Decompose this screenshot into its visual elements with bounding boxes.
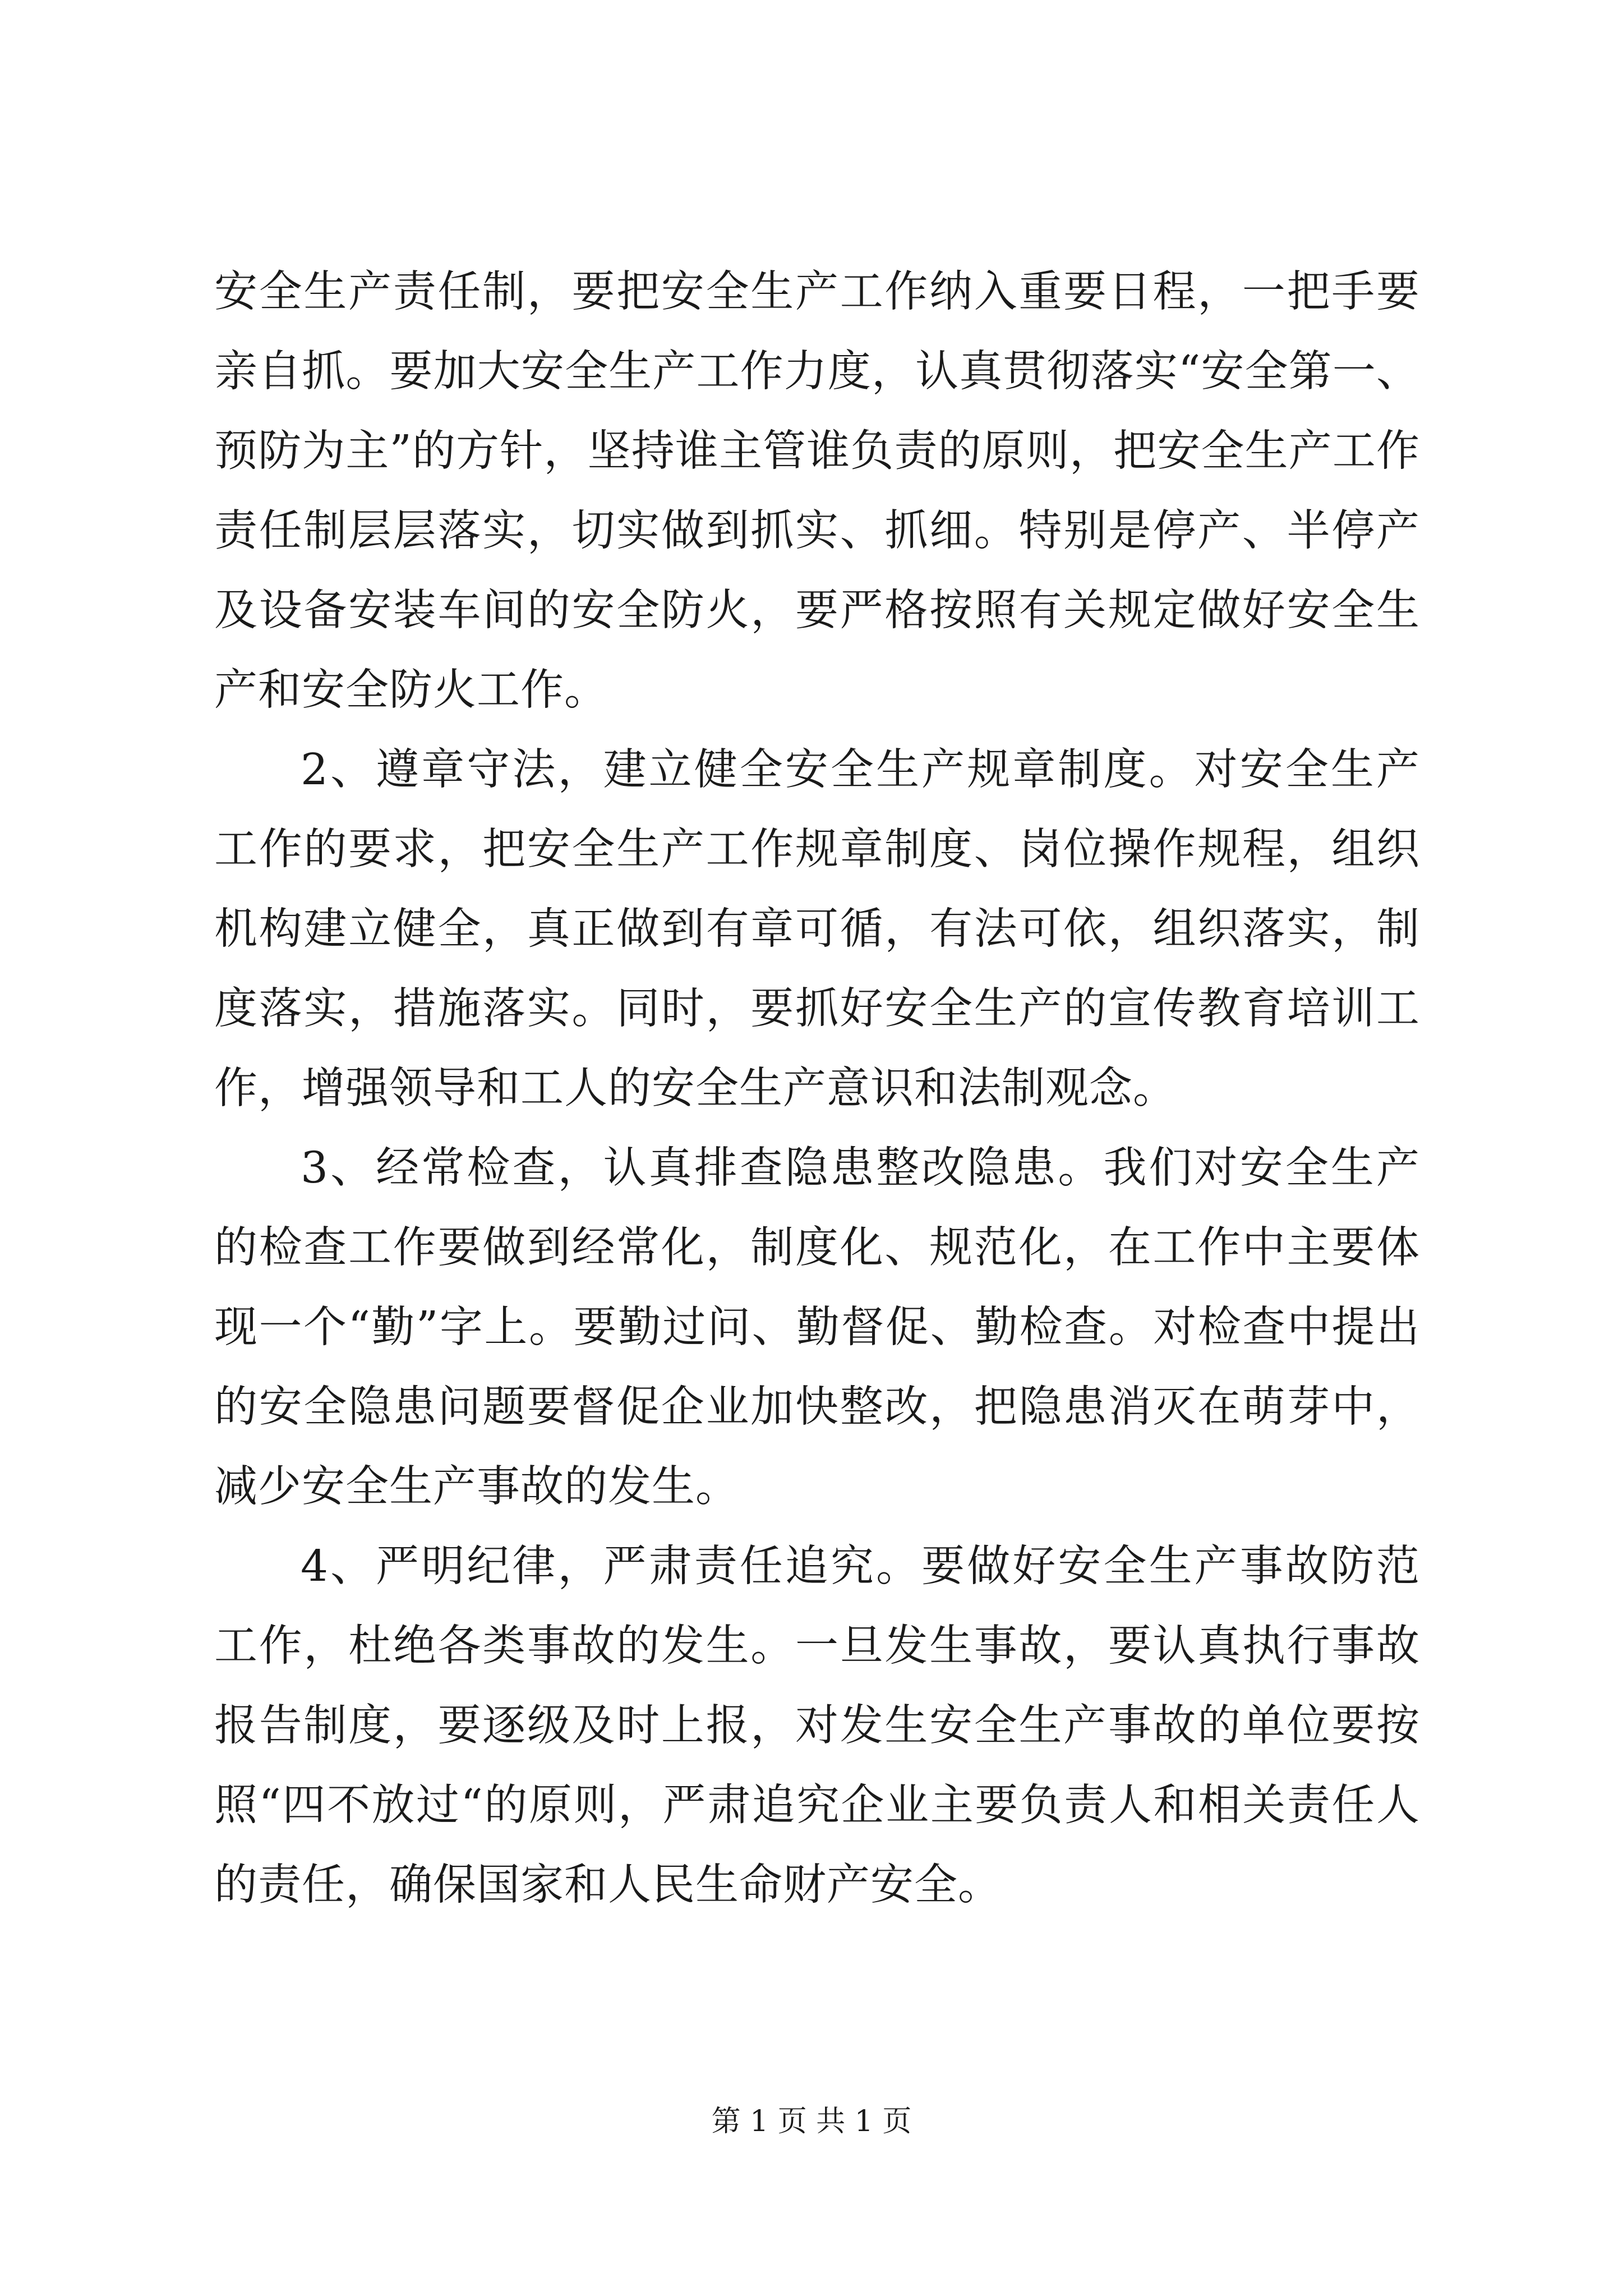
paragraph-item-4: 4、严明纪律，严肃责任追究。要做好安全生产事故防范工作，杜绝各类事故的发生。一旦发生事故，要认真执行事故报告制度，要逐级及时上报，对发生安全生产事故的单位要按照“四不放过“的原则，严肃追究企业主要负责人和相关责任人的责任，确保国家和人民生命财产安全。 [214, 1542, 1420, 1910]
paragraph-continued: 安全生产责任制，要把安全生产工作纳入重要日程，一把手要亲自抓。要加大安全生产工作力度，认真贯彻落实“安全第一、预防为主”的方针，坚持谁主管谁负责的原则，把安全生产工作责任制层层落实，切实做到抓实、抓细。特别是停产、半停产及设备安装车间的安全防火，要严格按照有关规定做好安全生产和安全防火工作。 [214, 267, 1420, 715]
document-body [214, 252, 1420, 1925]
paragraph-item-2: 2、遵章守法，建立健全安全生产规章制度。对安全生产工作的要求，把安全生产工作规章制度、岗位操作规程，组织机构建立健全，真正做到有章可循，有法可依，组织落实，制度落实，措施落实。同时，要抓好安全生产的宣传教育培训工作，增强领导和工人的安全生产意识和法制观念。 [214, 745, 1420, 1114]
paragraph-item-3: 3、经常检查，认真排查隐患整改隐患。我们对安全生产的检查工作要做到经常化，制度化、规范化，在工作中主要体现一个“勤”字上。要勤过问、勤督促、勤检查。对检查中提出的安全隐患问题要督促企业加快整改，把隐患消灭在萌芽中，减少安全生产事故的发生。 [214, 1143, 1420, 1512]
page-number-footer: 第 1 页 共 1 页 [711, 2105, 912, 2138]
